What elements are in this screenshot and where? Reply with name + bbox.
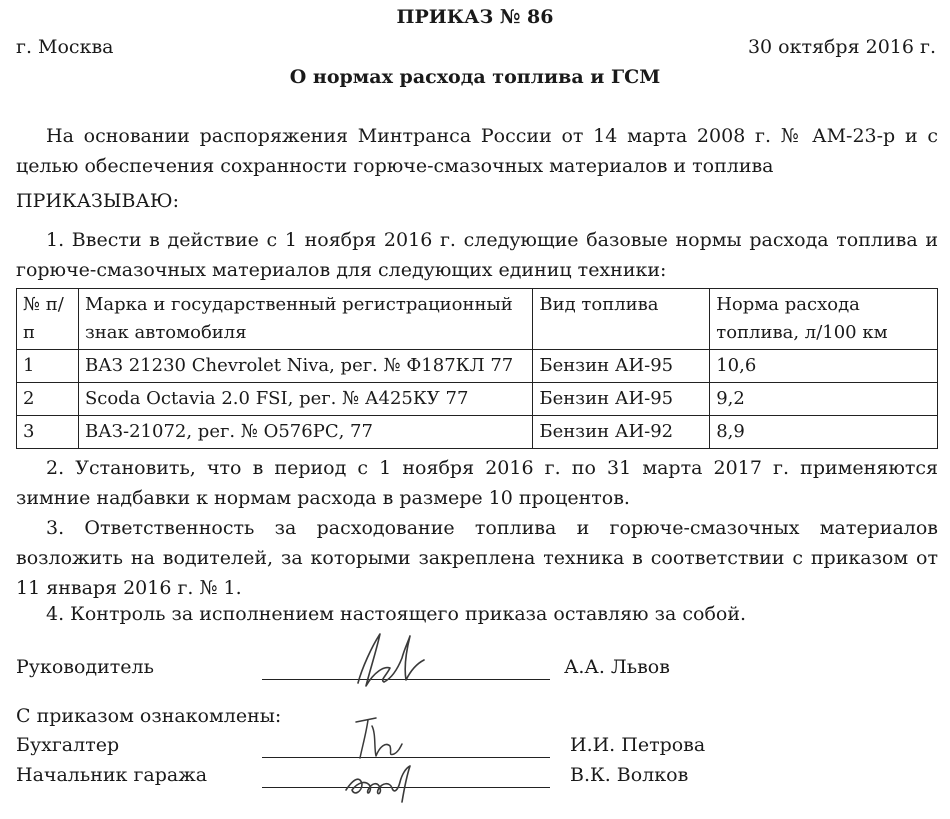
accountant-name: И.И. Петрова — [570, 734, 706, 756]
order-item-1: 1. Ввести в действие с 1 ноября 2016 г. следующие базовые нормы расхода топлива и горюче-смазочных материалов для следующих единиц техники: — [16, 229, 938, 281]
intro-paragraph: На основании распоряжения Минтранса России от 14 марта 2008 г. № АМ-23-р и с целью обеспечения сохранности горюче-смазочных материалов и топлива — [16, 125, 938, 177]
document-subject: О нормах расхода топлива и ГСМ — [289, 66, 661, 88]
cell-car: Scoda Octavia 2.0 FSI, рег. № А425КУ 77 — [78, 383, 532, 416]
cell-norm: 9,2 — [710, 383, 938, 416]
cell-number: 1 — [17, 350, 79, 383]
head-signature — [346, 628, 436, 693]
head-name: А.А. Львов — [564, 656, 670, 678]
acquainted-label: С приказом ознакомлены: — [16, 705, 282, 727]
cell-norm: 8,9 — [710, 416, 938, 449]
order-item-2: 2. Установить, что в период с 1 ноября 2016 г. по 31 марта 2017 г. применяются зимние надбавки к нормам расхода в размере 10 процентов. — [16, 457, 938, 509]
order-item-4: 4. Контроль за исполнением настоящего приказа оставляю за собой. — [46, 603, 747, 625]
cell-number: 3 — [17, 416, 79, 449]
fuel-norms-table — [16, 288, 938, 449]
table-row — [17, 350, 938, 383]
document-title: ПРИКАЗ № 86 — [396, 6, 554, 28]
garage-chief-label: Начальник гаража — [16, 764, 208, 786]
table-row — [17, 416, 938, 449]
cell-fuel-type: Бензин АИ-95 — [533, 350, 710, 383]
cell-norm: 10,6 — [710, 350, 938, 383]
cell-car: ВАЗ-21072, рег. № О576РС, 77 — [78, 416, 532, 449]
cell-fuel-type: Бензин АИ-95 — [533, 383, 710, 416]
document-date: 30 октября 2016 г. — [747, 36, 936, 58]
document-city: г. Москва — [16, 36, 114, 58]
header-cell-number: № п/п — [17, 289, 79, 350]
head-label: Руководитель — [16, 656, 154, 678]
table-header-row — [17, 289, 938, 350]
garage-chief-signature — [340, 760, 420, 808]
accountant-signature — [348, 712, 408, 764]
cell-fuel-type: Бензин АИ-92 — [533, 416, 710, 449]
table-row — [17, 383, 938, 416]
garage-chief-name: В.К. Волков — [570, 764, 689, 786]
cell-number: 2 — [17, 383, 79, 416]
header-cell-car: Марка и государственный регистрационный знак автомобиля — [78, 289, 532, 350]
order-item-3: 3. Ответственность за расходование топлива и горюче-смазочных материалов возложить на водителей, за которыми закреплена техника в соответствии с приказом от 11 января 2016 г. № 1. — [16, 517, 938, 599]
order-word: ПРИКАЗЫВАЮ: — [16, 190, 179, 212]
header-cell-fuel-type: Вид топлива — [533, 289, 710, 350]
accountant-label: Бухгалтер — [16, 734, 120, 756]
cell-car: ВАЗ 21230 Chevrolet Niva, рег. № Ф187КЛ 77 — [78, 350, 532, 383]
header-cell-norm: Норма расхода топлива, л/100 км — [710, 289, 938, 350]
